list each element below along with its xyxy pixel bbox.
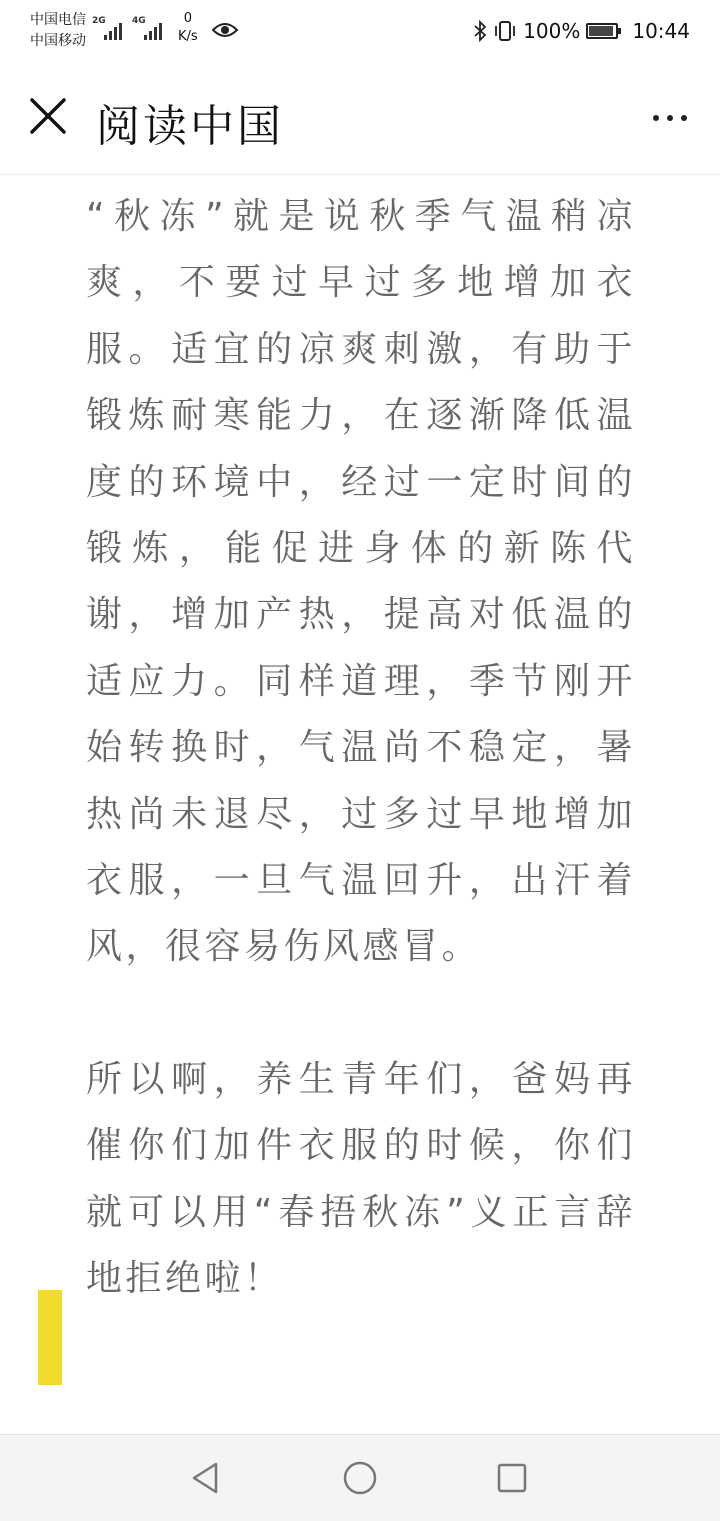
- battery-icon: [586, 23, 618, 39]
- bluetooth-icon: [473, 20, 487, 42]
- more-icon: [667, 115, 673, 121]
- recents-square-icon: [492, 1458, 532, 1498]
- article-paragraph: “秋冻”就是说秋季气温稍凉爽，不要过早过多地增加衣服。适宜的凉爽刺激，有助于锻炼耐寒能力，在逐渐降低温度的环境中，经过一定时间的锻炼，能促进身体的新陈代谢，增加产热，提高对低温的适应力。同样道理，季节刚开始转换时，气温尚不稳定，暑热尚未退尽，过多过早地增加衣服，一旦气温回升，出汗着风，很容易伤风感冒。: [86, 196, 636, 968]
- signal-1-gen: 2G: [92, 16, 106, 26]
- carrier-1: 中国电信: [30, 12, 86, 28]
- clock: 10:44: [632, 19, 690, 43]
- page-title: 阅读中国: [96, 101, 284, 152]
- accent-bar: [38, 1290, 62, 1385]
- status-right: [473, 16, 690, 46]
- eye-icon: [212, 20, 238, 40]
- network-speed: [178, 10, 198, 46]
- article-paragraph: 所以啊，养生青年们，爸妈再催你们加件衣服的时候，你们就可以用“春捂秋冻”义正言辞地拒绝啦！: [86, 1058, 636, 1300]
- speed-value: 0: [183, 11, 192, 26]
- recents-button[interactable]: [492, 1458, 532, 1498]
- close-button[interactable]: [24, 92, 72, 140]
- signal-bars-icon: [104, 22, 128, 40]
- battery-percent: 100%: [523, 19, 581, 43]
- vibrate-icon: [493, 20, 517, 42]
- carrier-2: 中国移动: [30, 33, 86, 49]
- home-button[interactable]: [340, 1458, 380, 1498]
- more-button[interactable]: [642, 98, 698, 138]
- page-header: [0, 62, 720, 175]
- signal-bars-icon: [144, 22, 168, 40]
- close-icon: [24, 92, 72, 140]
- navigation-bar: [0, 1434, 720, 1521]
- speed-unit: K/s: [178, 29, 198, 44]
- back-triangle-icon: [186, 1458, 226, 1498]
- home-circle-icon: [340, 1458, 380, 1498]
- back-button[interactable]: [186, 1458, 226, 1498]
- more-icon: [653, 115, 659, 121]
- more-icon: [681, 115, 687, 121]
- carrier-labels: [30, 10, 86, 52]
- status-bar: [0, 0, 720, 62]
- article-body: [86, 184, 636, 1313]
- signal-2-gen: 4G: [132, 16, 146, 26]
